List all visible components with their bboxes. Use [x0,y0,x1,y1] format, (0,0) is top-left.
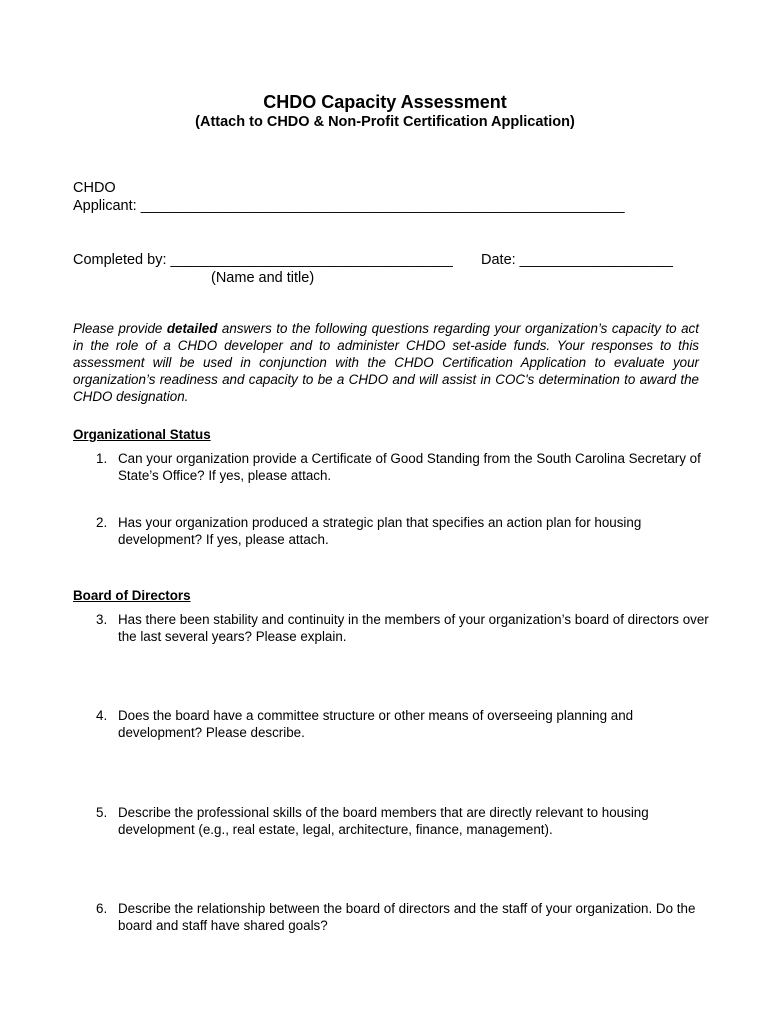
section-heading-organizational-status: Organizational Status [73,427,211,442]
question-number: 5. [96,805,108,820]
question-item [96,901,716,934]
section-heading-board-of-directors: Board of Directors [73,588,191,603]
question-number: 4. [96,708,108,723]
question-text: Describe the relationship between the board of directors and the staff of your organization. Do the board and staff have shared goals? [118,901,696,933]
date-field[interactable]: Date: ___________________ [481,252,673,268]
instructions-text-start: Please provide [73,321,167,336]
question-number: 6. [96,901,108,916]
question-number: 3. [96,612,108,627]
applicant-field[interactable]: Applicant: ____________________________________________________________ [73,198,625,214]
document-subtitle: (Attach to CHDO & Non-Profit Certification Application) [195,114,575,130]
question-number: 2. [96,515,108,530]
instructions-text-end: answers to the following questions regarding your organization’s capacity to act in the role of a CHDO developer and to administer CHDO set-aside funds. Your responses to this assessment will be used in conjunction with the CHDO Certification Application to evaluate your organization’s readiness and capacity to be a CHDO and will assist in COC's determination to award the CHDO designation. [73,321,699,404]
question-number: 1. [96,451,108,466]
question-text: Does the board have a committee structure or other means of overseeing planning and development? Please describe. [118,708,634,740]
question-text: Can your organization provide a Certificate of Good Standing from the South Carolina Secretary of State’s Office? If yes, please attach. [118,451,701,483]
document-title: CHDO Capacity Assessment [263,92,507,112]
question-item [96,612,716,645]
question-text: Has your organization produced a strategic plan that specifies an action plan for housing development? If yes, please attach. [118,515,642,547]
instructions-emphasis: detailed [166,321,218,336]
question-item [96,515,716,548]
question-text: Has there been stability and continuity in the members of your organization’s board of directors over the last several years? Please explain. [118,612,709,644]
question-text: Describe the professional skills of the board members that are directly relevant to housing development (e.g., real estate, legal, architecture, finance, management). [118,805,649,837]
question-item [96,805,716,838]
chdo-label: CHDO [73,180,116,196]
completed-by-field[interactable]: Completed by: ___________________________________ [73,252,453,268]
question-item [96,451,716,484]
question-item [96,708,716,741]
instructions-paragraph [73,320,699,405]
name-title-hint: (Name and title) [211,270,315,286]
